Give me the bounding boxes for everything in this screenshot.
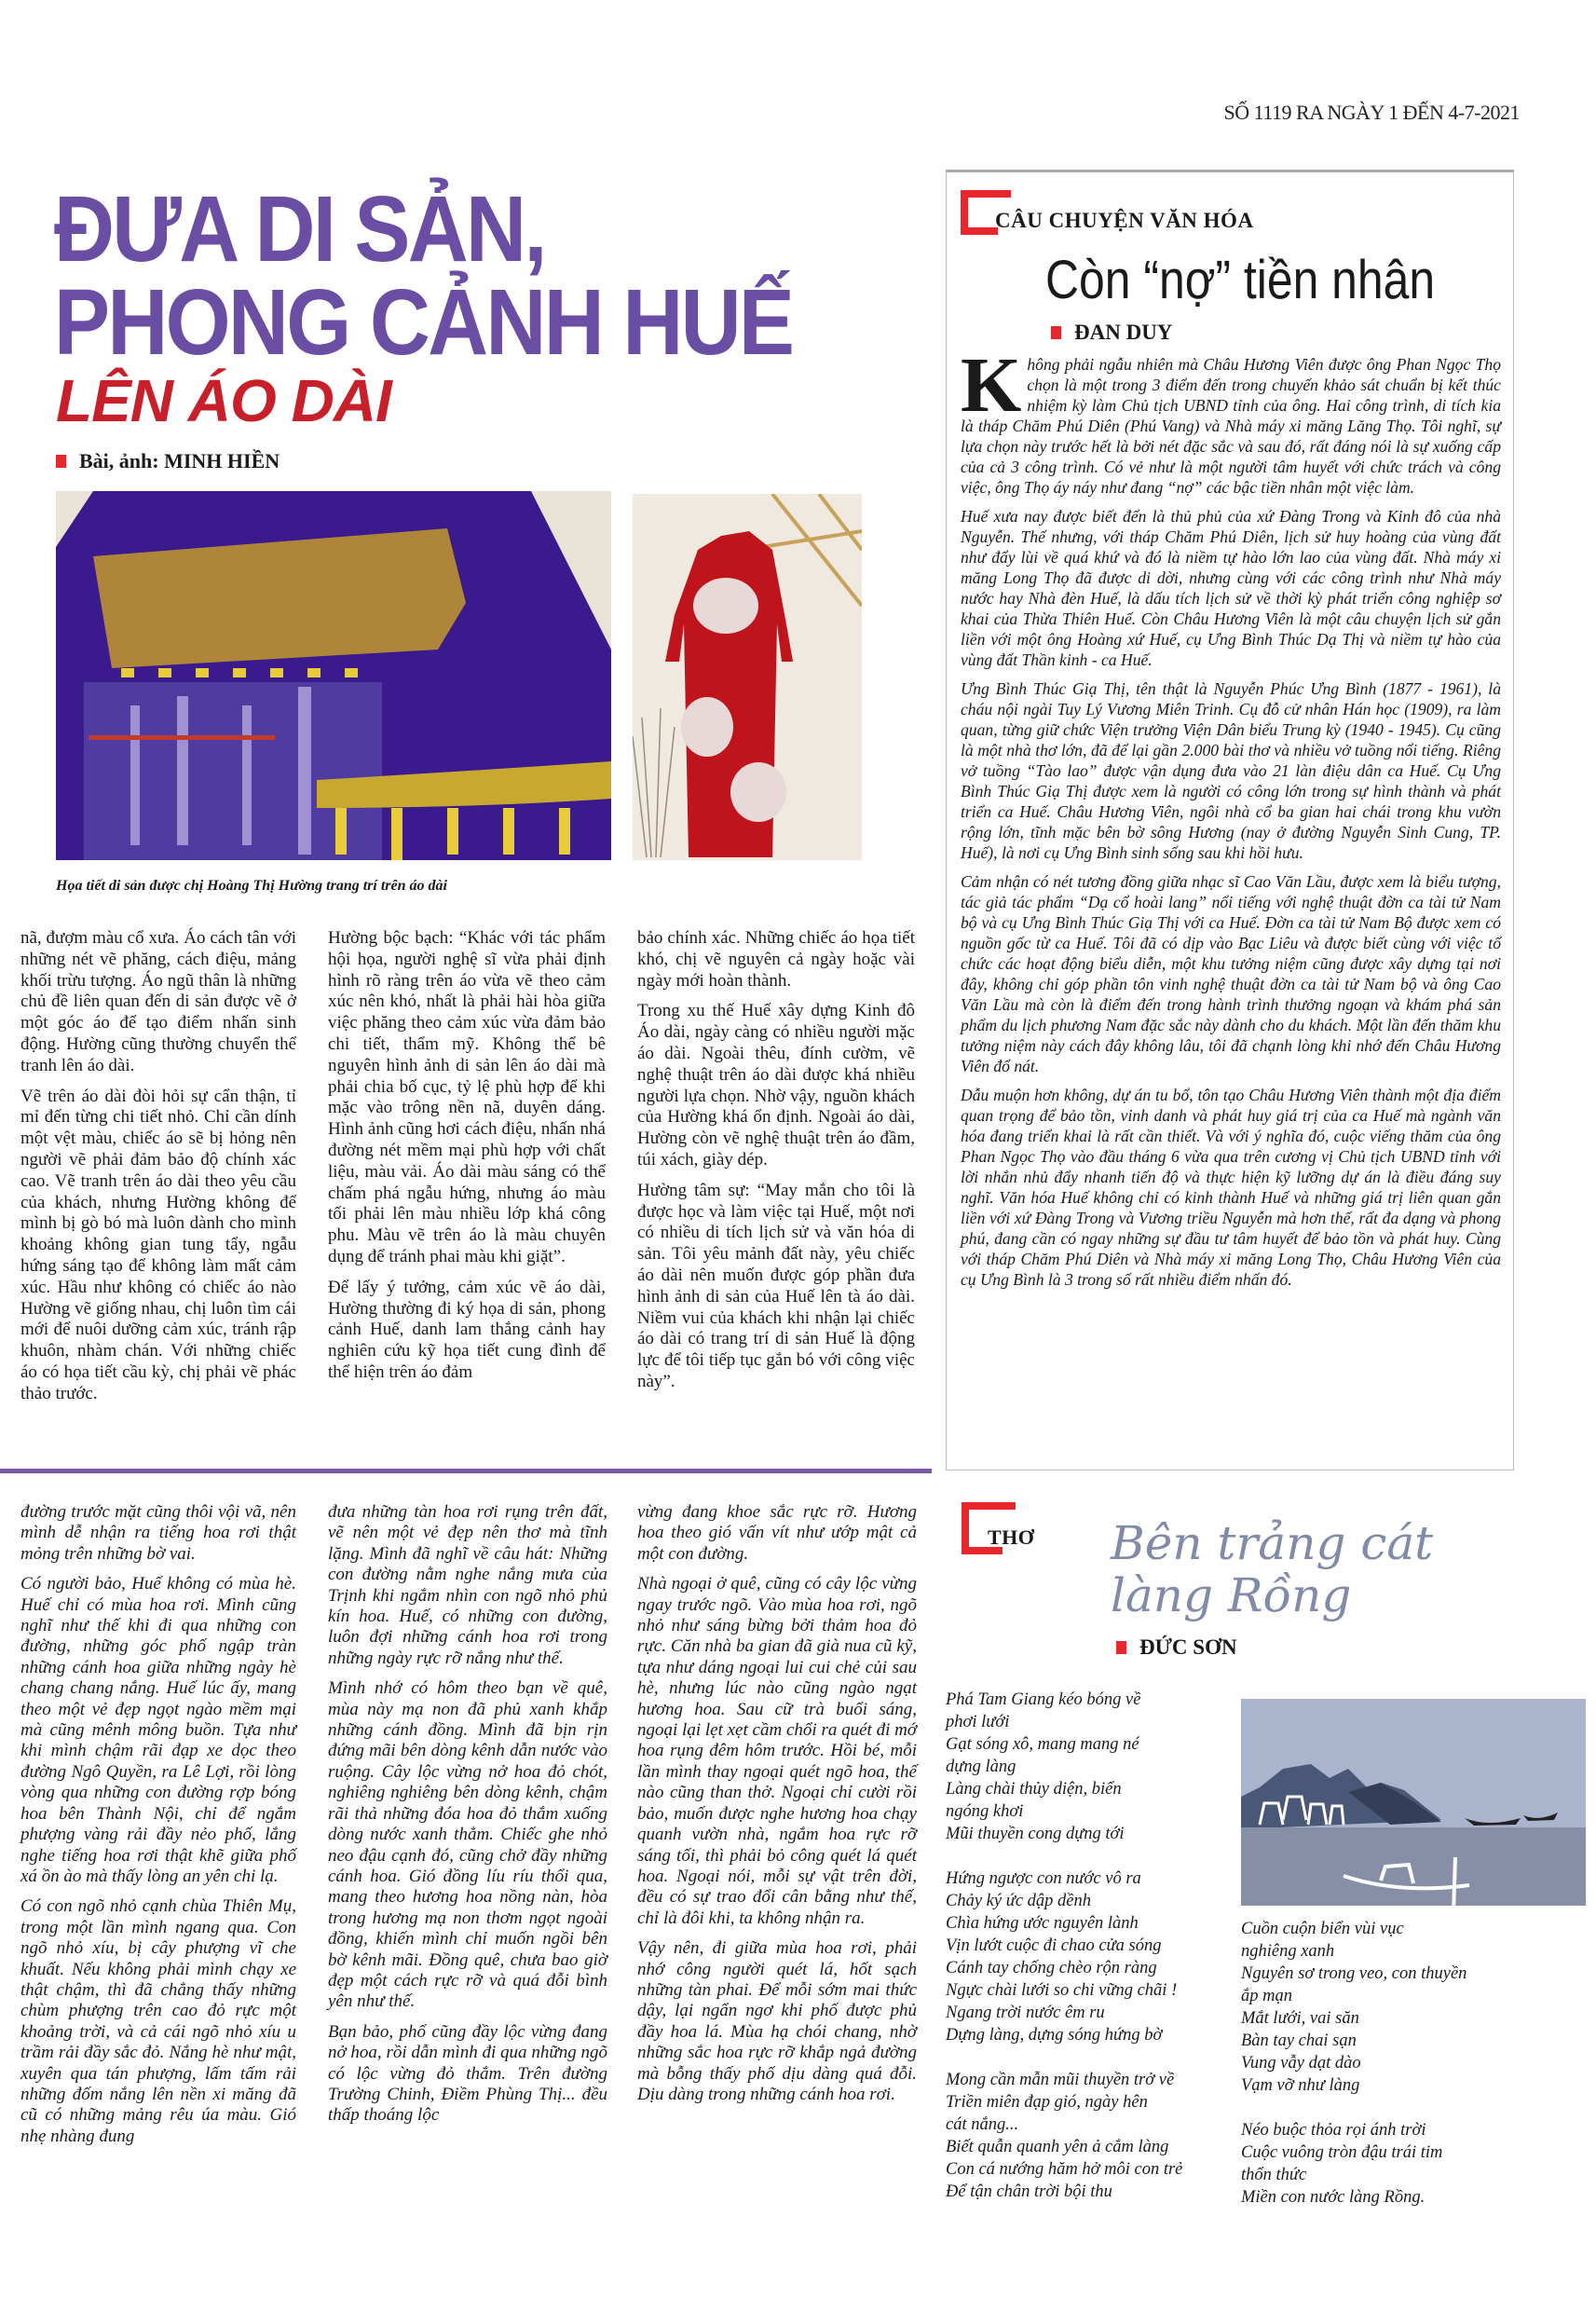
poem-line: phơi lưới [946, 1713, 1010, 1731]
poem-line: ngóng khơi [946, 1802, 1024, 1821]
poem-stanza [946, 2069, 1182, 2203]
paragraph: đưa những tàn hoa rơi rụng trên đất, vẽ nên một vẻ đẹp nên thơ mà tĩnh lặng. Mình đã nghĩ về câu hát: Những con đường nằm nghe nắng mưa của Trịnh khi ngắm nhìn con ngõ nhỏ phủ kín hoa. Huế, có những con đường, luôn đợi những cánh hoa rơi trong những ngày rực rỡ nắng như thế. [328, 1502, 607, 1668]
poem-title-line-1: Bên trảng cát [1111, 1516, 1434, 1570]
paragraph: bảo chính xác. Những chiếc áo họa tiết khó, chị vẽ nguyên cả ngày hoặc vài ngày mới hoàn thành. [637, 928, 915, 991]
paragraph: Có con ngõ nhỏ cạnh chùa Thiên Mụ, trong một lần mình ngang qua. Con ngõ nhỏ xíu, bị cây phượng vĩ che khuất. Nếu không phải mình chạy xe thật chậm, thì đã chẳng thấy những chùm phượng trên cao đỏ rực một khoảng trời, và cả cái ngõ nhỏ xíu u trầm rải đầy sắc đỏ. Nắng hè như mật, xuyên qua tán phượng, lấm tấm rải những đốm nắng lên nền xi măng đã cũ có những mảng rêu úa màu. Gió nhẹ nhàng đung [20, 1896, 296, 2146]
byline-text: Bài, ảnh: MINH HIỀN [79, 449, 280, 472]
paragraph: Cảm nhận có nét tương đồng giữa nhạc sĩ Cao Văn Lầu, được xem là biểu tượng, tác giả tác phẩm “Dạ cổ hoài lang” nổi tiếng với nghệ thuật đờn ca tài tử Nam bộ và cụ Ưng Bình Thúc Giạ Thị với ca Huế. Đờn ca tài tử Nam Bộ được xem có nguồn gốc từ ca Huế. Tôi đã có dịp vào Bạc Liêu và được biết cùng với việc tổ chức các hoạt động biểu diễn, một khu tưởng niệm cũng được xây dựng tại nơi đây, không chỉ góp phần tôn vinh nghệ thuật đờn ca tài tử Nam bộ và ông Cao Văn Lầu mà còn là điểm đến trong hành trình thưởng ngoạn và khám phá sản phẩm du lịch phương Nam đặc sắc này dành cho du khách. Một lần đến thăm khu tưởng niệm này cách đây không lâu, tôi đã chạnh lòng khi nhớ đến Châu Hương Viên đổ nát. [961, 872, 1501, 1075]
poem-line: Gạt sóng xô, mang mang né [946, 1735, 1139, 1754]
section-divider [0, 1469, 932, 1473]
byline-text: ĐAN DUY [1074, 321, 1173, 344]
poem-line: thổn thức [1241, 2166, 1307, 2184]
poem-line: Néo buộc thỏa rọi ánh trời [1241, 2121, 1426, 2140]
paragraph: vừng đang khoe sắc rực rỡ. Hương hoa theo gió vấn vít như ướp mật cả một con đường. [637, 1502, 917, 1564]
poem-line: Cánh tay chống chèo rộn ràng [946, 1959, 1157, 1977]
headline-line-2: PHONG CẢNH HUẾ [54, 270, 793, 375]
poem-line: Cuồn cuộn biển vùi vục [1241, 1920, 1404, 1938]
paragraph: đường trước mặt cũng thôi vội vã, nên mình dễ nhận ra tiếng hoa rơi thật mỏng trên những bờ vai. [20, 1502, 296, 1564]
paragraph: Mình nhớ có hôm theo bạn về quê, mùa này mạ non đã phủ xanh khắp những cánh đồng. Mình đã bịn rịn đứng mãi bên dòng kênh dẫn nước vào ruộng. Cây lộc vừng nở hoa đỏ chót, nghiêng nghiêng bên dòng kênh, chậm rãi thả những đóa hoa đỏ thắm xuống dòng nước xanh thẳm. Chiếc ghe nhỏ neo đậu cạnh đó, cũng chở đầy những cánh hoa. Gió đồng líu ríu thổi qua, mang theo hương hoa nồng nàn, hòa trong hương mạ non thơm ngọt ngoài đồng, khiến mình chỉ muốn ngồi bên bờ kênh mãi. Đồng quê, chưa bao giờ đẹp một cách rực rỡ và quá đỗi bình yên như thế. [328, 1678, 607, 2012]
headline-line-1: ĐƯA DI SẢN, [54, 177, 545, 281]
paragraph: Vậy nên, đi giữa mùa hoa rơi, phải nhớ công người quét lá, hốt sạch những tàn phai. Để mỗi sớm mai thức dậy, lại ngẩn ngơ khi phố được phủ đầy hoa lá. Mùa hạ chói chang, nhờ những sắc hoa rực rỡ khắp ngả đường mà bỗng thấy phố dịu dàng quá đỗi. Dịu dàng trong những cánh hoa rơi. [637, 1938, 917, 2104]
paragraph: Nhà ngoại ở quê, cũng có cây lộc vừng ngay trước ngõ. Vào mùa hoa rơi, ngõ nhỏ như sáng bừng bởi thảm hoa đỏ rực. Căn nhà ba gian đã già nua cũ kỹ, tựa như dáng ngoại lui cui chẻ củi sau hè, nhưng lúc nào cũng ngào ngạt hương hoa. Sau cữ trà buổi sáng, ngoại lại lẹt xẹt cầm chổi ra quét đi mớ hoa rụng đêm hôm trước. Hồi bé, mỗi lần mình thay ngoại quét ngõ hoa, thế nào cũng than thở. Ngoại chỉ cười rồi bảo, muốn được nghe hương hoa chạy quanh vườn nhà, ngắm hoa rực rỡ sáng tối, thì phải bỏ công quét lá quét hoa. Ngoại nói, mỗi sự vật trên đời, đều có sự trao đổi cân bằng như thế, chỉ là đôi khi, ta không nhận ra. [637, 1574, 917, 1928]
poem-title-line-2: làng Rồng [1111, 1568, 1352, 1622]
poem-line: Miền con nước làng Rồng. [1241, 2188, 1425, 2207]
poem-line: Phá Tam Giang kéo bóng về [946, 1690, 1141, 1709]
poem-stanza [946, 1867, 1182, 2046]
paragraph: Bạn bảo, phố cũng đầy lộc vừng đang nở hoa, rồi dẫn mình đi qua những ngõ có lộc vừng đỏ thắm. Trên đường Trường Chinh, Điềm Phùng Thị... đều thấp thoáng lộc [328, 2021, 607, 2126]
poem-column-1 [946, 1689, 1182, 2225]
article1-column-1 [20, 928, 296, 1415]
poem-line: Ngang trời nước êm ru [946, 2004, 1105, 2022]
paragraph [961, 342, 1501, 498]
poem-byline [1116, 1635, 1237, 1660]
poem-stanza [1241, 1918, 1466, 2097]
paragraph: Trong xu thế Huế xây dựng Kinh đô Áo dài, ngày càng có nhiều người mặc áo dài. Ngoài thêu, đính cườm, vẽ nghệ thuật trên áo dài được khá nhiều người lựa chọn. Nhờ vậy, nguồn khách của Hường khá ổn định. Ngoài áo dài, Hường còn vẽ nghệ thuật trên áo đầm, túi xách, giày dép. [637, 1001, 915, 1170]
photo-caption: Họa tiết di sản được chị Hoàng Thị Hường trang trí trên áo dài [56, 878, 447, 894]
poem-line: Dựng làng, dựng sóng hứng bờ [946, 2026, 1163, 2045]
article1-column-3 [637, 928, 915, 1402]
article2-byline [1051, 321, 1172, 345]
poem-line: Ngực chài lưới so chi vững chãi ! [946, 1981, 1178, 2000]
poem-line: Làng chài thủy diện, biển [946, 1780, 1122, 1799]
poem-line: Vung vẫy dạt dào [1241, 2054, 1361, 2073]
poem-line: Con cá nướng hăm hở môi con trẻ [946, 2160, 1183, 2179]
poem-line: Vạm vỡ như làng [1241, 2076, 1360, 2095]
poem-line: Để tận chân trời bội thu [946, 2182, 1112, 2201]
article1-column-2 [328, 928, 606, 1393]
byline-text: ĐỨC SƠN [1139, 1635, 1237, 1659]
paragraph: Có người bảo, Huế không có mùa hè. Huế chỉ có mùa hoa rơi. Mình cũng nghĩ như thế khi đi qua những con đường, những góc phố ngập tràn những cánh hoa giữa những ngày hè chang chang nắng. Huế lúc ấy, mang theo một vẻ đẹp ngọt ngào mềm mại mà cũng mênh mông buồn. Tựa như khi mình chậm rãi đạp xe dọc theo đường Ngô Quyền, ra Lê Lợi, rồi lòng vòng qua những con đường rợp bóng hoa bên Thành Nội, chỉ để ngắm phượng vàng rải đầy nẻo phố, lắng nghe tiếng hoa rơi thật khẽ giữa phố xá ồn ào mà thấy lòng an yên chi lạ. [20, 1574, 296, 1886]
paragraph: Ưng Bình Thúc Giạ Thị, tên thật là Nguyễn Phúc Ưng Bình (1877 - 1961), là cháu nội ngài Tuy Lý Vương Miên Trinh. Cụ đỗ cử nhân Hán học (1909), ra làm quan, từng giữ chức Viện trưởng Viện Dân biểu Trung kỳ (1940 - 1945). Cụ cũng là một nhà thơ lớn, đã để lại gần 2.000 bài thơ và nhiều vở tuồng nổi tiếng. Riêng vở tuồng “Tào lao” được vận dụng đưa vào 21 làn điệu dân ca Huế. Cụ Ưng Bình Thúc Giạ Thị được xem là người có công lớn trong sự hình thành và phát triển ca Huế. Châu Hương Viên, ngôi nhà cổ ba gian hai chái trong khu vườn rộng lớn, tĩnh mặc bên bờ sông Hương (nay ở đường Nguyễn Sinh Cung, TP. Huế), là nơi cụ Ưng Bình sinh sống sau khi hồi hưu. [961, 679, 1501, 862]
article2-body [961, 342, 1501, 1298]
poem-section-label: THƠ [988, 1525, 1035, 1549]
byline [56, 449, 280, 473]
bullet-square-icon [1051, 326, 1061, 339]
paragraph: Huế xưa nay được biết đến là thủ phủ của xứ Đàng Trong và Kinh đô của nhà Nguyễn. Thế nhưng, với tháp Chăm Phú Diên, lịch sử huy hoàng của vùng đất như đẩy lùi về quá khứ và đó là niềm tự hào lớn lao của vùng đất. Nhà máy xi măng Long Thọ đã được di dời, nhưng cùng với các công trình như Nhà máy nước hay Nhà đèn Huế, là dấu tích lịch sử về thời kỳ phát triển công nghiệp sơ khai của Thừa Thiên Huế. Còn Châu Hương Viên là một câu chuyện lịch sử gắn liền với một ông Hoàng xứ Huế, cụ Ưng Bình Thúc Dạ Thị và niềm tự hào của vùng đất Thần kinh - ca Huế. [961, 507, 1501, 669]
paragraph: Vẽ trên áo dài đòi hỏi sự cẩn thận, tỉ mỉ đến từng chi tiết nhỏ. Chỉ cần dính một vệt màu, chiếc áo sẽ bị hỏng nên người vẽ phải đảm bảo độ chính xác cao. Vẽ tranh trên áo dài theo yêu cầu của khách, nhưng Hường không để mình bị gò bó mà luôn dành cho mình khoảng không gian tung tẩy, ngẫu hứng sáng tạo để không làm mất cảm xúc. Hầu như không có chiếc áo nào Hường vẽ giống nhau, chị luôn tìm cái mới để nuôi dưỡng cảm xúc, tránh rập khuôn, nhàm chán. Với những chiếc áo có họa tiết cầu kỳ, chị phải vẽ phác thảo trước. [20, 1086, 296, 1403]
poem-column-2 [1241, 1918, 1466, 2231]
article2-title: Còn “nợ” tiền nhân [1045, 250, 1436, 310]
poem-line: Chìa hứng ước nguyên lành [946, 1914, 1139, 1933]
paragraph: Dẫu muộn hơn không, dự án tu bổ, tôn tạo Châu Hương Viên thành một địa điểm quan trọng để bảo tồn, vinh danh và phát huy giá trị của ca Huế mà ngành văn hóa đang triển khai là rất cần thiết. Và với ý nghĩa đó, cuộc viếng thăm của ông Phan Ngọc Thọ vào đầu tháng 6 vừa qua trên cương vị Chủ tịch UBND tỉnh với lời nhắn nhủ đẩy nhanh tiến độ và thực hiện kỹ lưỡng dự án là điều đáng suy nghĩ. Văn hóa Huế không chỉ có kinh thành Huế và những giá trị liên quan gắn liền với xứ Đàng Trong và Vương triều Nguyễn mà hơn thế, rất đa dạng và phong phú, đang cần có ngay những sự đầu tư tâm huyết để bảo tồn và phát huy. Cùng với tháp Chăm Phú Diên và Nhà máy xi măng Long Thọ, Châu Hương Viên của cụ Ưng Bình là 3 trong số rất nhiều điểm nhấn đó. [961, 1086, 1501, 1289]
poem-line: nghiêng xanh [1241, 1942, 1335, 1961]
bullet-square-icon [56, 455, 66, 468]
poem-line: dựng làng [946, 1758, 1016, 1776]
poem-stanza [946, 1689, 1182, 1845]
poem-line: Triền miên đạp gió, ngày hên [946, 2093, 1148, 2112]
poem-line: Mắt lưới, vai săn [1241, 2009, 1359, 2028]
poem-line: cát nắng... [946, 2115, 1019, 2134]
poem-line: Cuộc vuông tròn đậu trái tim [1241, 2143, 1443, 2162]
essay-column-1 [20, 1502, 296, 2156]
essay-column-3 [637, 1502, 917, 2114]
headline-line-3: LÊN ÁO DÀI [56, 367, 391, 434]
poem-line: Nguyên sơ trong veo, con thuyền [1241, 1964, 1467, 1983]
paragraph: Để lấy ý tưởng, cảm xúc vẽ áo dài, Hường thường đi ký họa di sản, phong cảnh Huế, danh lam thắng cảnh hay nghiên cứu kỹ họa tiết cung đình để thể hiện trên áo đảm [328, 1277, 606, 1382]
section-bracket-icon [961, 190, 998, 235]
bullet-square-icon [1116, 1641, 1126, 1654]
photo-red-ao-dai [633, 494, 862, 860]
paragraph: nã, đượm màu cổ xưa. Áo cách tân với những nét vẽ phăng, cách điệu, mảng khối trừu tượng. Áo ngũ thân là những chủ đề liên quan đến di sản được vẽ ở một góc áo để tạo điểm nhấn sinh động. Hường cũng thường chuyển thể tranh lên áo dài. [20, 928, 296, 1075]
paragraph: Hường bộc bạch: “Khác với tác phẩm hội họa, người nghệ sĩ vừa phải định hình rõ ràng trên áo vừa vẽ theo cảm xúc nên khó, nhất là phải hài hòa giữa việc phăng theo cảm xúc vừa đảm bảo chi tiết, thẩm mỹ. Không thể bê nguyên hình ảnh di sản lên áo dài mà phải chia bố cục, tỷ lệ phù hợp để khi mặc vào trông nền nã, duyên dáng. Hình ảnh cũng hơi cách điệu, nhấn nhá đường nét mềm mại phù hợp với chất liệu, màu vải. Áo dài màu sáng có thể chấm phá ngẫu hứng, nhưng áo màu tối phải lên màu nhiều lớp khá công phu. Màu vẽ trên áo là màu chuyên dụng để tránh phai màu khi giặt”. [328, 928, 606, 1266]
poem-title [1111, 1517, 1433, 1621]
poem-line: ắp mạn [1241, 1987, 1292, 2005]
photo-ao-dai-painting [56, 491, 611, 860]
poem-line: Bàn tay chai sạn [1241, 2032, 1357, 2050]
poem-line: Chảy ký ức dập dềnh [946, 1892, 1091, 1910]
poem-line: Biết quẫn quanh yên ả cắm làng [946, 2138, 1169, 2156]
essay-column-2 [328, 1502, 607, 2136]
poem-stanza [1241, 2119, 1466, 2209]
paragraph: Hường tâm sự: “May mắn cho tôi là được học và làm việc tại Huế, một nơi có nhiều di tích lịch sử và văn hóa di sản. Tôi yêu mảnh đất này, yêu chiếc áo dài nên muốn được góp phần đưa hình ảnh di sản của Huế lên tà áo dài. Niềm vui của khách khi nhận lại chiếc áo dài có trang trí di sản Huế là động lực để tôi tiếp tục gắn bó với công việc này”. [637, 1180, 915, 1391]
poem-illustration [1241, 1699, 1586, 1906]
poem-line: Mong cần mẫn mũi thuyền trở về [946, 2071, 1175, 2089]
section-label: CÂU CHUYỆN VĂN HÓA [995, 209, 1254, 232]
poem-line: Hứng ngược con nước vô ra [946, 1869, 1141, 1888]
poem-line: Vịn lướt cuộc đi chao cửa sóng [946, 1936, 1162, 1955]
poem-line: Mũi thuyền cong dựng tới [946, 1825, 1125, 1843]
issue-date: SỐ 1119 RA NGÀY 1 ĐẾN 4-7-2021 [1223, 101, 1520, 124]
drop-cap: K [961, 342, 1022, 429]
paragraph-text: hông phải ngẫu nhiên mà Châu Hương Viên được ông Phan Ngọc Thọ chọn là một trong 3 điểm đến trong chuyến khảo sát chuẩn bị kết thúc nhiệm kỳ làm Chủ tịch UBND tỉnh của ông. Hai công trình, di tích kia là tháp Chăm Phú Diên (Phú Vang) và Nhà máy xi măng Lăng Thọ. Tôi nghĩ, sự lựa chọn này trước hết là bởi nét đặc sắc và sau đó, rất đáng nói là sự xuống cấp của cả 3 công trình. Có vẻ như là một người tâm huyết với chức trách và công việc, ông Thọ áy náy như đang “nợ” các bậc tiền nhân một việc làm. [961, 355, 1501, 497]
